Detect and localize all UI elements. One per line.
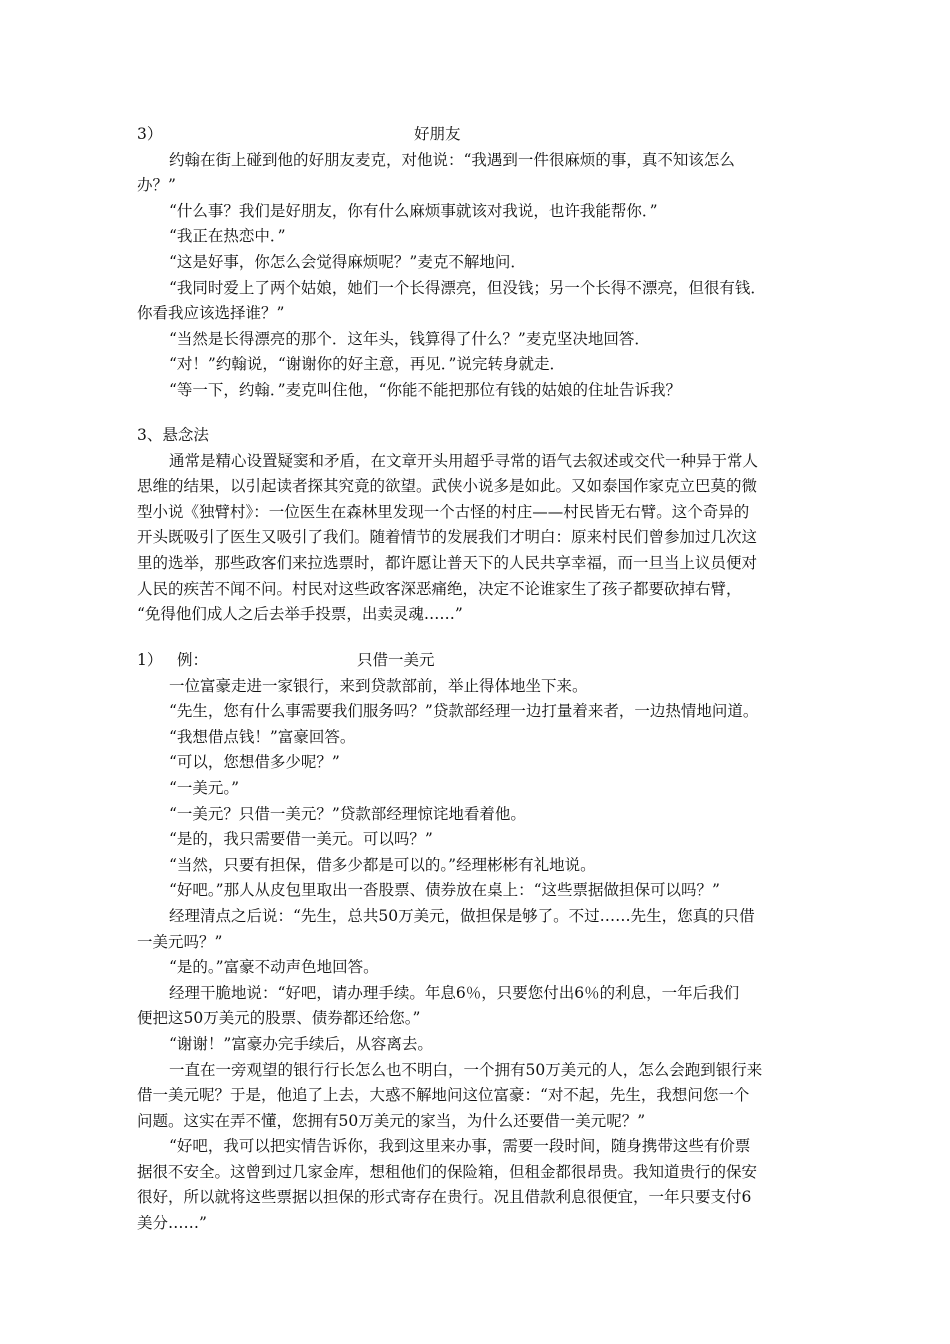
paragraph-line: 问题。这实在弄不懂，您拥有50万美元的家当，为什么还要借一美元呢？”	[137, 1111, 646, 1130]
paragraph-line: “是的。”富豪不动声色地回答。	[169, 958, 379, 977]
paragraph-line: “什么事？我们是好朋友，你有什么麻烦事就该对我说，也许我能帮你．”	[169, 201, 658, 220]
item-number: 3）	[137, 125, 163, 143]
paragraph-line: “当然，只要有担保，借多少都是可以的。”经理彬彬有礼地说。	[169, 855, 596, 874]
paragraph-line: 办？”	[137, 176, 176, 195]
paragraph-line: “我正在热恋中．”	[169, 227, 286, 246]
story-good-friends	[137, 122, 817, 404]
paragraph-line: “谢谢！”富豪办完手续后，从容离去。	[169, 1034, 433, 1053]
paragraph-line: 便把这50万美元的股票、债券都还给您。”	[137, 1009, 421, 1028]
paragraph-line: “免得他们成人之后去举手投票，出卖灵魂……”	[137, 605, 463, 624]
paragraph-line: 一直在一旁观望的银行行长怎么也不明白，一个拥有50万美元的人，怎么会跑到银行来	[169, 1060, 763, 1079]
paragraph-line: 很好，所以就将这些票据以担保的形式寄存在贵行。况且借款利息很便宜，一年只要支付6	[137, 1188, 752, 1207]
paragraph-line: “当然是长得漂亮的那个．这年头，钱算得了什么？”麦克坚决地回答．	[169, 329, 650, 348]
paragraph-line: “我同时爱上了两个姑娘，她们一个长得漂亮，但没钱；另一个长得不漂亮，但很有钱．	[169, 278, 766, 297]
paragraph-line: 据很不安全。这曾到过几家金库，想租他们的保险箱，但租金都很昂贵。我知道贵行的保安	[137, 1162, 758, 1181]
paragraph-line: “好吧。”那人从皮包里取出一沓股票、债券放在桌上：“这些票据做担保可以吗？”	[169, 881, 720, 900]
story-title: 只借一美元	[357, 651, 435, 669]
story-title: 好朋友	[414, 125, 461, 143]
paragraph-line: 经理干脆地说：“好吧，请办理手续。年息6％，只要您付出6％的利息，一年后我们	[169, 983, 740, 1002]
item-number: 1）	[137, 651, 163, 669]
paragraph-line: 经理清点之后说：“先生，总共50万美元，做担保是够了。不过……先生，您真的只借	[169, 906, 755, 925]
paragraph-line: “可以，您想借多少呢？”	[169, 753, 340, 772]
paragraph-line: 约翰在街上碰到他的好朋友麦克，对他说：“我遇到一件很麻烦的事，真不知该怎么	[169, 150, 735, 169]
example-label: 例：	[177, 651, 209, 669]
paragraph-line: 一美元吗？”	[137, 932, 223, 951]
paragraph-line: “是的，我只需要借一美元。可以吗？”	[169, 830, 433, 849]
paragraph-line: 通常是精心设置疑窦和矛盾，在文章开头用超乎寻常的语气去叙述或交代一种异于常人	[169, 451, 759, 470]
paragraph-line: 美分……”	[137, 1214, 207, 1233]
paragraph-line: 你看我应该选择谁？”	[137, 304, 285, 323]
paragraph-line: 里的选举，那些政客们来拉选票时，都许愿让普天下的人民共享幸福，而一旦当上议员便对	[137, 553, 758, 572]
paragraph-line: “好吧，我可以把实情告诉你，我到这里来办事，需要一段时间，随身携带这些有价票	[169, 1137, 751, 1156]
paragraph-line: 一位富豪走进一家银行，来到贷款部前，举止得体地坐下来。	[169, 676, 588, 695]
section-suspense	[137, 423, 817, 628]
paragraph-line: 人民的疾苦不闻不问。村民对这些政客深恶痛绝，决定不论谁家生了孩子都要砍掉右臂，	[137, 579, 742, 598]
paragraph-line: 型小说《独臂村》：一位医生在森林里发现一个古怪的村庄——村民皆无右臂。这个奇异的	[137, 502, 750, 521]
story-heading	[137, 648, 817, 674]
paragraph-line: “对！”约翰说，“谢谢你的好主意，再见．”说完转身就走．	[169, 355, 565, 374]
paragraph-line: 借一美元呢？于是，他追了上去，大惑不解地问这位富豪：“对不起，先生，我想问您一个	[137, 1086, 750, 1105]
paragraph-line: “我想借点钱！”富豪回答。	[169, 727, 356, 746]
paragraph-line: 思维的结果，以引起读者探其究竟的欲望。武侠小说多是如此。又如泰国作家克立巴莫的微	[137, 477, 758, 496]
paragraph-line: 开头既吸引了医生又吸引了我们。随着情节的发展我们才明白：原来村民们曾参加过几次这	[137, 528, 758, 547]
story-heading	[137, 122, 817, 148]
paragraph-line: “等一下，约翰．”麦克叫住他，“你能不能把那位有钱的姑娘的住址告诉我？	[169, 380, 682, 399]
paragraph-line: “先生，您有什么事需要我们服务吗？”贷款部经理一边打量着来者，一边热情地问道。	[169, 702, 759, 721]
section-heading: 3、悬念法	[137, 426, 209, 444]
story-borrow-one-dollar	[137, 648, 817, 1237]
paragraph-line: “这是好事，你怎么会觉得麻烦呢？”麦克不解地问．	[169, 252, 526, 271]
paragraph-line: “一美元。”	[169, 778, 240, 797]
paragraph-line: “一美元？只借一美元？”贷款部经理惊诧地看着他。	[169, 804, 526, 823]
